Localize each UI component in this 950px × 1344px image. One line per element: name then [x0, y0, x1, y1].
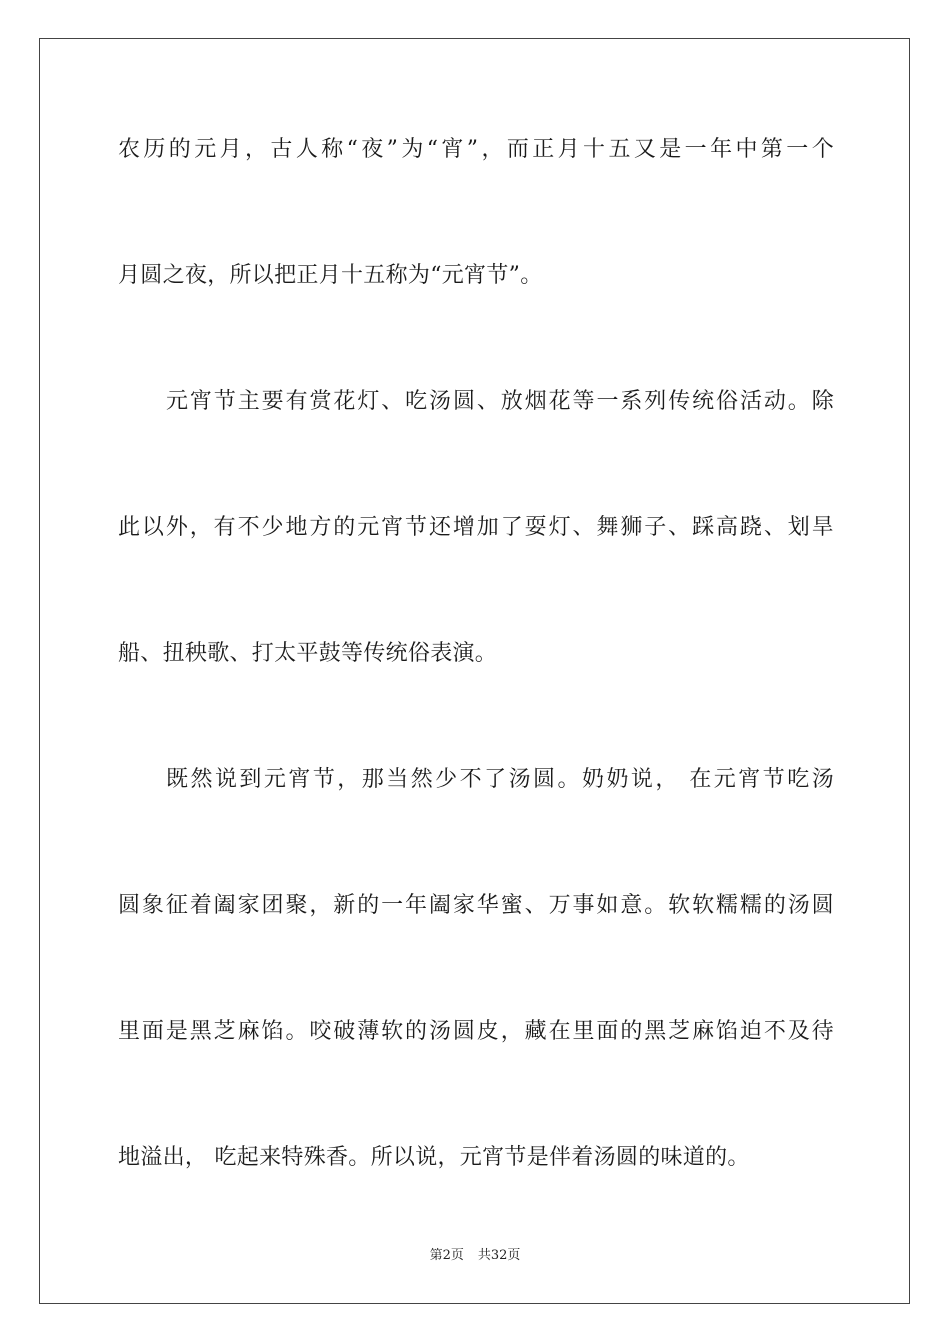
- paragraph-2-line-2: 此以外，有不少地方的元宵节还增加了耍灯、舞狮子、踩高跷、划旱: [118, 515, 834, 540]
- page-border: [39, 38, 910, 1304]
- paragraph-3-line-2: 圆象征着阖家团聚，新的一年阖家华蜜、万事如意。软软糯糯的汤圆: [118, 893, 834, 918]
- page-footer: [0, 1248, 950, 1264]
- paragraph-3-line-3: 里面是黑芝麻馅。咬破薄软的汤圆皮，藏在里面的黑芝麻馅迫不及待: [118, 1019, 834, 1044]
- paragraph-2-line-3: 船、扭秧歌、打太平鼓等传统俗表演。: [118, 641, 498, 666]
- paragraph-2-line-1: 元宵节主要有赏花灯、吃汤圆、放烟花等一系列传统俗活动。除: [166, 389, 834, 414]
- page-number: 第2页: [429, 1248, 464, 1263]
- paragraph-1-line-2: 月圆之夜，所以把正月十五称为“元宵节”。: [118, 263, 543, 288]
- paragraph-1-line-1: 农历的元月，古人称“夜”为“宵”，而正月十五又是一年中第一个: [118, 137, 834, 162]
- paragraph-3-line-4: 地溢出， 吃起来特殊香。所以说，元宵节是伴着汤圆的味道的。: [118, 1145, 750, 1170]
- paragraph-3-line-1: 既然说到元宵节，那当然少不了汤圆。奶奶说， 在元宵节吃汤: [166, 767, 834, 792]
- total-pages: 共32页: [477, 1248, 521, 1263]
